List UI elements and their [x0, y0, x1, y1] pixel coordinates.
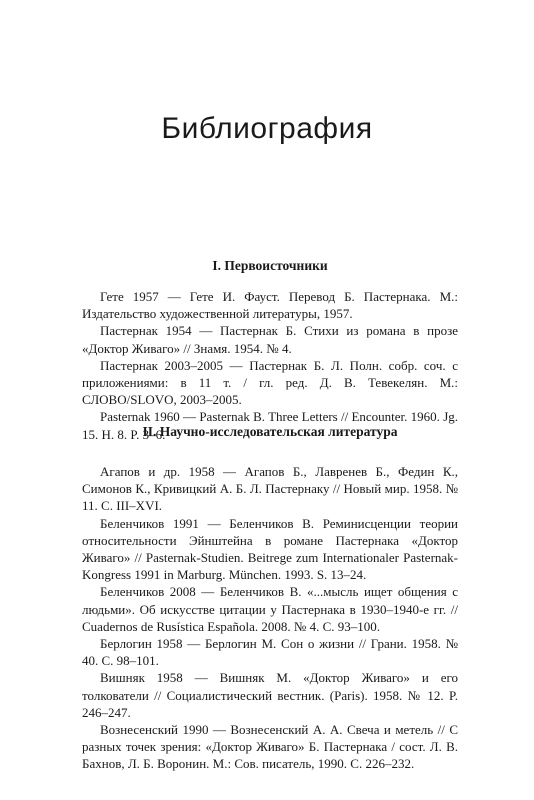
- bibliography-list-primary-sources: [82, 288, 458, 443]
- bibliography-entry: Беленчиков 1991 — Беленчиков В. Реминисценции теории относительности Эйнштейна в романе Пастернака «Доктор Живаго» // Pasternak-Studien. Beitrege zum Internationaler Pasternak-Kongress 1991 in Marburg. München. 1993. S. 13–24.: [82, 515, 458, 583]
- section-heading-research-literature: II. Научно-исследовательская литература: [142, 424, 398, 439]
- bibliography-entry: Вознесенский 1990 — Вознесенский А. А. Свеча и метель // С разных точек зрения: «Доктор Живаго» Б. Пастернака / сост. Л. В. Бахнов, Л. Б. Воронин. М.: Сов. писатель, 1990. С. 226–232.: [82, 722, 458, 772]
- bibliography-entry: Берлогин 1958 — Берлогин М. Сон о жизни // Грани. 1958. № 40. С. 98–101.: [82, 636, 458, 669]
- bibliography-entry: Беленчиков 2008 — Беленчиков В. «...мысль ищет общения с людьми». Об искусстве цитации у Пастернака в 1930–1940-е гг. // Cuadernos de Rusística Española. 2008. № 4. С. 93–100.: [82, 584, 458, 634]
- bibliography-entry: Пастернак 2003–2005 — Пастернак Б. Л. Полн. собр. соч. с приложениями: в 11 т. / гл. ред. Д. В. Тевекелян. М.: СЛОВО/SLOVO, 2003–2005.: [82, 357, 458, 408]
- bibliography-entry: Pasternak 1960 — Pasternak B. Three Letters // Encounter. 1960. Jg. 15. H. 8. P. 3–6.: [82, 409, 458, 442]
- section-heading-primary-sources: I. Первоисточники: [212, 258, 328, 273]
- bibliography-entry: Агапов и др. 1958 — Агапов Б., Лавренев Б., Федин К., Симонов К., Кривицкий А. Б. Л. Пастернаку // Новый мир. 1958. № 11. С. III–XVI.: [82, 464, 458, 514]
- bibliography-entry: Пастернак 1954 — Пастернак Б. Стихи из романа в прозе «Доктор Живаго» // Знамя. 1954. № 4.: [82, 323, 458, 356]
- bibliography-list-research-literature: [82, 463, 458, 773]
- page-title: Библиография: [161, 112, 373, 145]
- bibliography-entry: Вишняк 1958 — Вишняк М. «Доктор Живаго» и его толкователи // Социалистический вестник. (Paris). 1958. № 12. P. 246–247.: [82, 670, 458, 720]
- bibliography-entry: Гете 1957 — Гете И. Фауст. Перевод Б. Пастернака. М.: Издательство художественной литературы, 1957.: [82, 289, 458, 322]
